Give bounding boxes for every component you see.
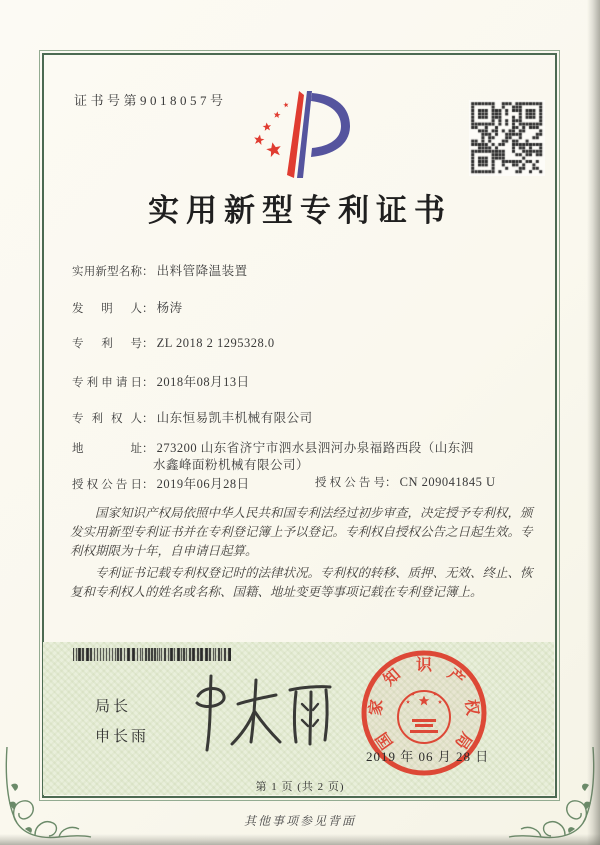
address-line2: 水鑫峰面粉机械有限公司） (153, 458, 310, 472)
grant-date: 2019年06月28日 (156, 477, 250, 491)
officer-name: 申长雨 (95, 729, 150, 745)
field-row-grant (72, 474, 496, 492)
officer-title: 局长 (95, 699, 132, 715)
corner-flourish-left-icon (1, 745, 93, 843)
legal-paragraph-2: 专利证书记载专利权登记时的法律状况。专利权的转移、质押、无效、终止、恢复和专利权人的姓名或名称、国籍、地址变更等事项记载在专利登记簿上。 (70, 566, 533, 599)
corner-flourish-right-icon (507, 745, 599, 843)
field-colon: ： (385, 477, 397, 489)
seal-ring-char: 国 (373, 728, 397, 752)
seal-ring-char: 识 (415, 657, 433, 674)
field-colon: ： (142, 443, 154, 455)
field-colon: ： (142, 303, 154, 315)
field-label: 发明人 (72, 303, 142, 315)
field-colon: ： (142, 338, 154, 350)
patent-number: ZL 2018 2 1295328.0 (156, 336, 275, 350)
seal-ring-char: 知 (380, 665, 405, 690)
seal-ring-char: 家 (367, 698, 387, 717)
field-row-inventor (72, 298, 183, 316)
field-colon: ： (142, 266, 154, 278)
field-colon: ： (142, 413, 154, 425)
field-label: 专利权人 (72, 413, 142, 425)
scan-shadow-bottom (0, 834, 600, 845)
field-colon: ： (142, 479, 154, 491)
signature-handwriting-icon (178, 670, 338, 754)
filing-date: 2018年08月13日 (156, 375, 250, 389)
grant-no-pair (315, 474, 496, 490)
patentee-name: 山东恒易凯丰机械有限公司 (156, 411, 313, 425)
field-label: 地址 (72, 443, 142, 455)
scan-shadow-right (587, 0, 600, 845)
cnipa-logo-icon (240, 84, 365, 186)
field-row-patentee (72, 408, 313, 426)
certificate-title: 实用新型专利证书 (148, 193, 452, 228)
inventor-name: 杨涛 (156, 301, 183, 315)
legal-paragraph-1: 国家知识产权局依照中华人民共和国专利法经过初步审查，决定授予专利权，颁发实用新型专利证书并在专利登记簿上予以登记。专利权自授权公告之日起生效。专利权期限为十年，自申请日起算。 (70, 506, 533, 558)
seal-ring-char: 产 (443, 665, 468, 690)
page-number: 第 1 页 (共 2 页) (255, 781, 345, 793)
logo-p-bowl (311, 93, 350, 157)
certificate-number: 证书号第9018057号 (74, 93, 227, 108)
barcode (73, 648, 231, 661)
utility-model-name: 出料管降温装置 (156, 264, 248, 278)
field-label: 授权公告号 (315, 477, 385, 489)
grant-number: CN 209041845 U (399, 475, 496, 489)
field-row-filing-date (72, 372, 250, 390)
seal-date: 2019 年 06 月 28 日 (366, 749, 490, 764)
address-line1: 273200 山东省济宁市泗水县泗河办泉福路西段（山东泗 (156, 441, 474, 455)
reverse-side-note: 其他事项参见背面 (243, 814, 356, 828)
field-row-patent-no (72, 335, 275, 351)
seal-ring-char: 局 (451, 728, 475, 752)
field-row-name (72, 261, 248, 279)
field-label: 专利申请日 (72, 377, 142, 389)
field-label: 授权公告日 (72, 479, 142, 491)
qr-code (469, 100, 545, 176)
seal-ring-char: 权 (461, 698, 481, 717)
field-colon: ： (142, 377, 154, 389)
field-row-address (72, 438, 474, 456)
field-label: 实用新型名称 (72, 266, 142, 278)
legal-paragraphs (70, 504, 536, 605)
field-label: 专利号 (72, 338, 142, 350)
